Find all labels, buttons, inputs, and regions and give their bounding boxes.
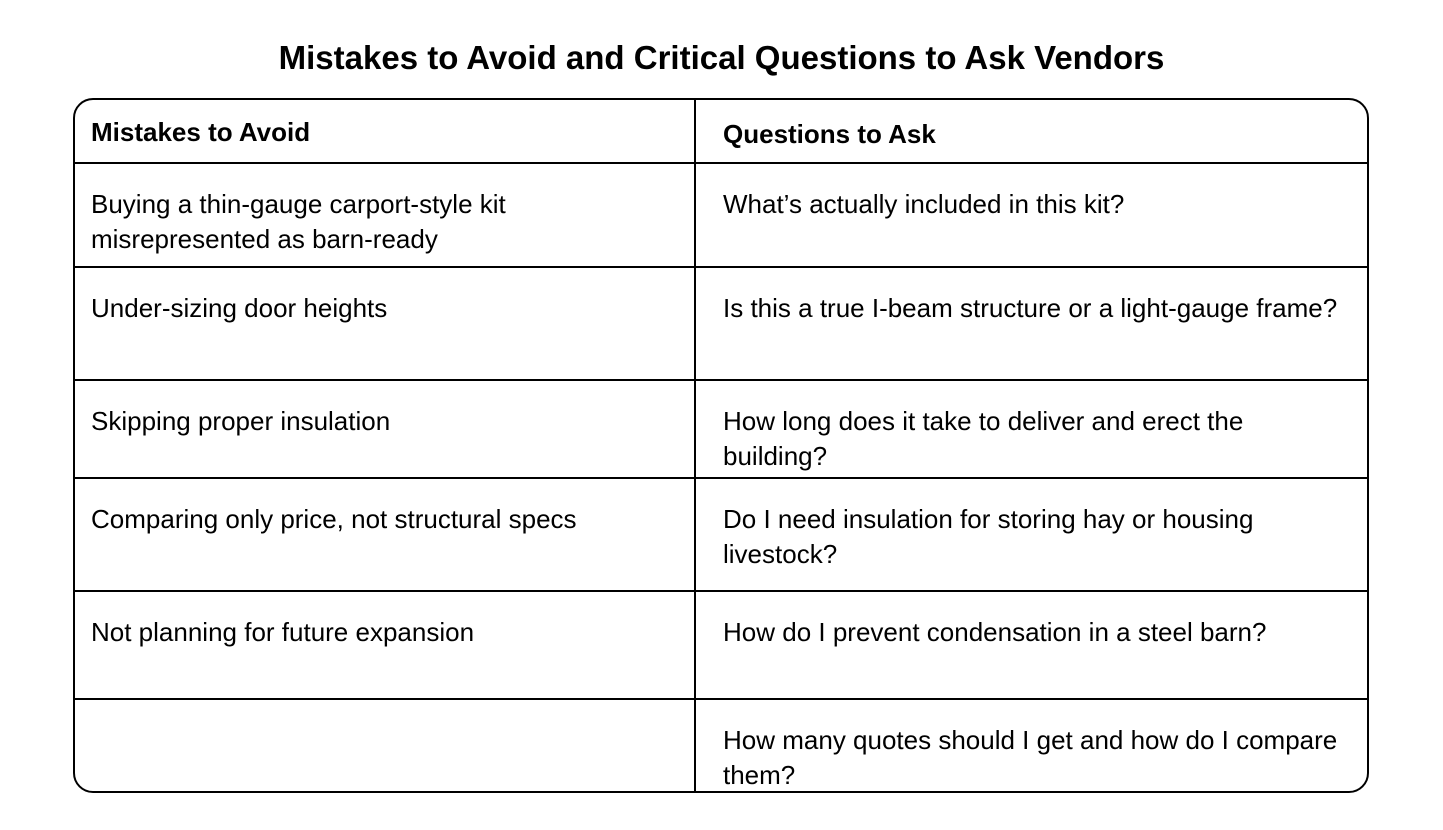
question-cell: Is this a true I-beam structure or a light-gauge frame?	[723, 293, 1338, 323]
mistake-cell	[75, 700, 696, 791]
page-title: Mistakes to Avoid and Critical Questions to Ask Vendors	[278, 39, 1165, 76]
table-row	[75, 268, 1367, 381]
mistake-cell: Skipping proper insulation	[75, 381, 696, 477]
table-row	[75, 592, 1367, 700]
question-cell: Do I need insulation for storing hay or housing livestock?	[723, 504, 1254, 569]
question-cell: What’s actually included in this kit?	[723, 189, 1125, 219]
question-cell: How many quotes should I get and how do I compare them?	[723, 725, 1338, 790]
header-mistakes: Mistakes to Avoid	[75, 100, 696, 162]
table-row	[75, 164, 1367, 268]
comparison-table	[73, 98, 1369, 793]
mistake-cell: Under-sizing door heights	[75, 268, 696, 379]
question-cell: How do I prevent condensation in a steel barn?	[723, 617, 1267, 647]
table-row	[75, 381, 1367, 479]
header-questions: Questions to Ask	[723, 119, 936, 149]
mistake-cell: Buying a thin-gauge carport-style kit misrepresented as barn-ready	[75, 164, 696, 266]
table-header-row	[75, 100, 1367, 164]
table-row	[75, 700, 1367, 791]
mistake-cell: Not planning for future expansion	[75, 592, 696, 698]
mistake-cell: Comparing only price, not structural specs	[75, 479, 696, 590]
table-row	[75, 479, 1367, 592]
question-cell: How long does it take to deliver and erect the building?	[723, 406, 1244, 471]
